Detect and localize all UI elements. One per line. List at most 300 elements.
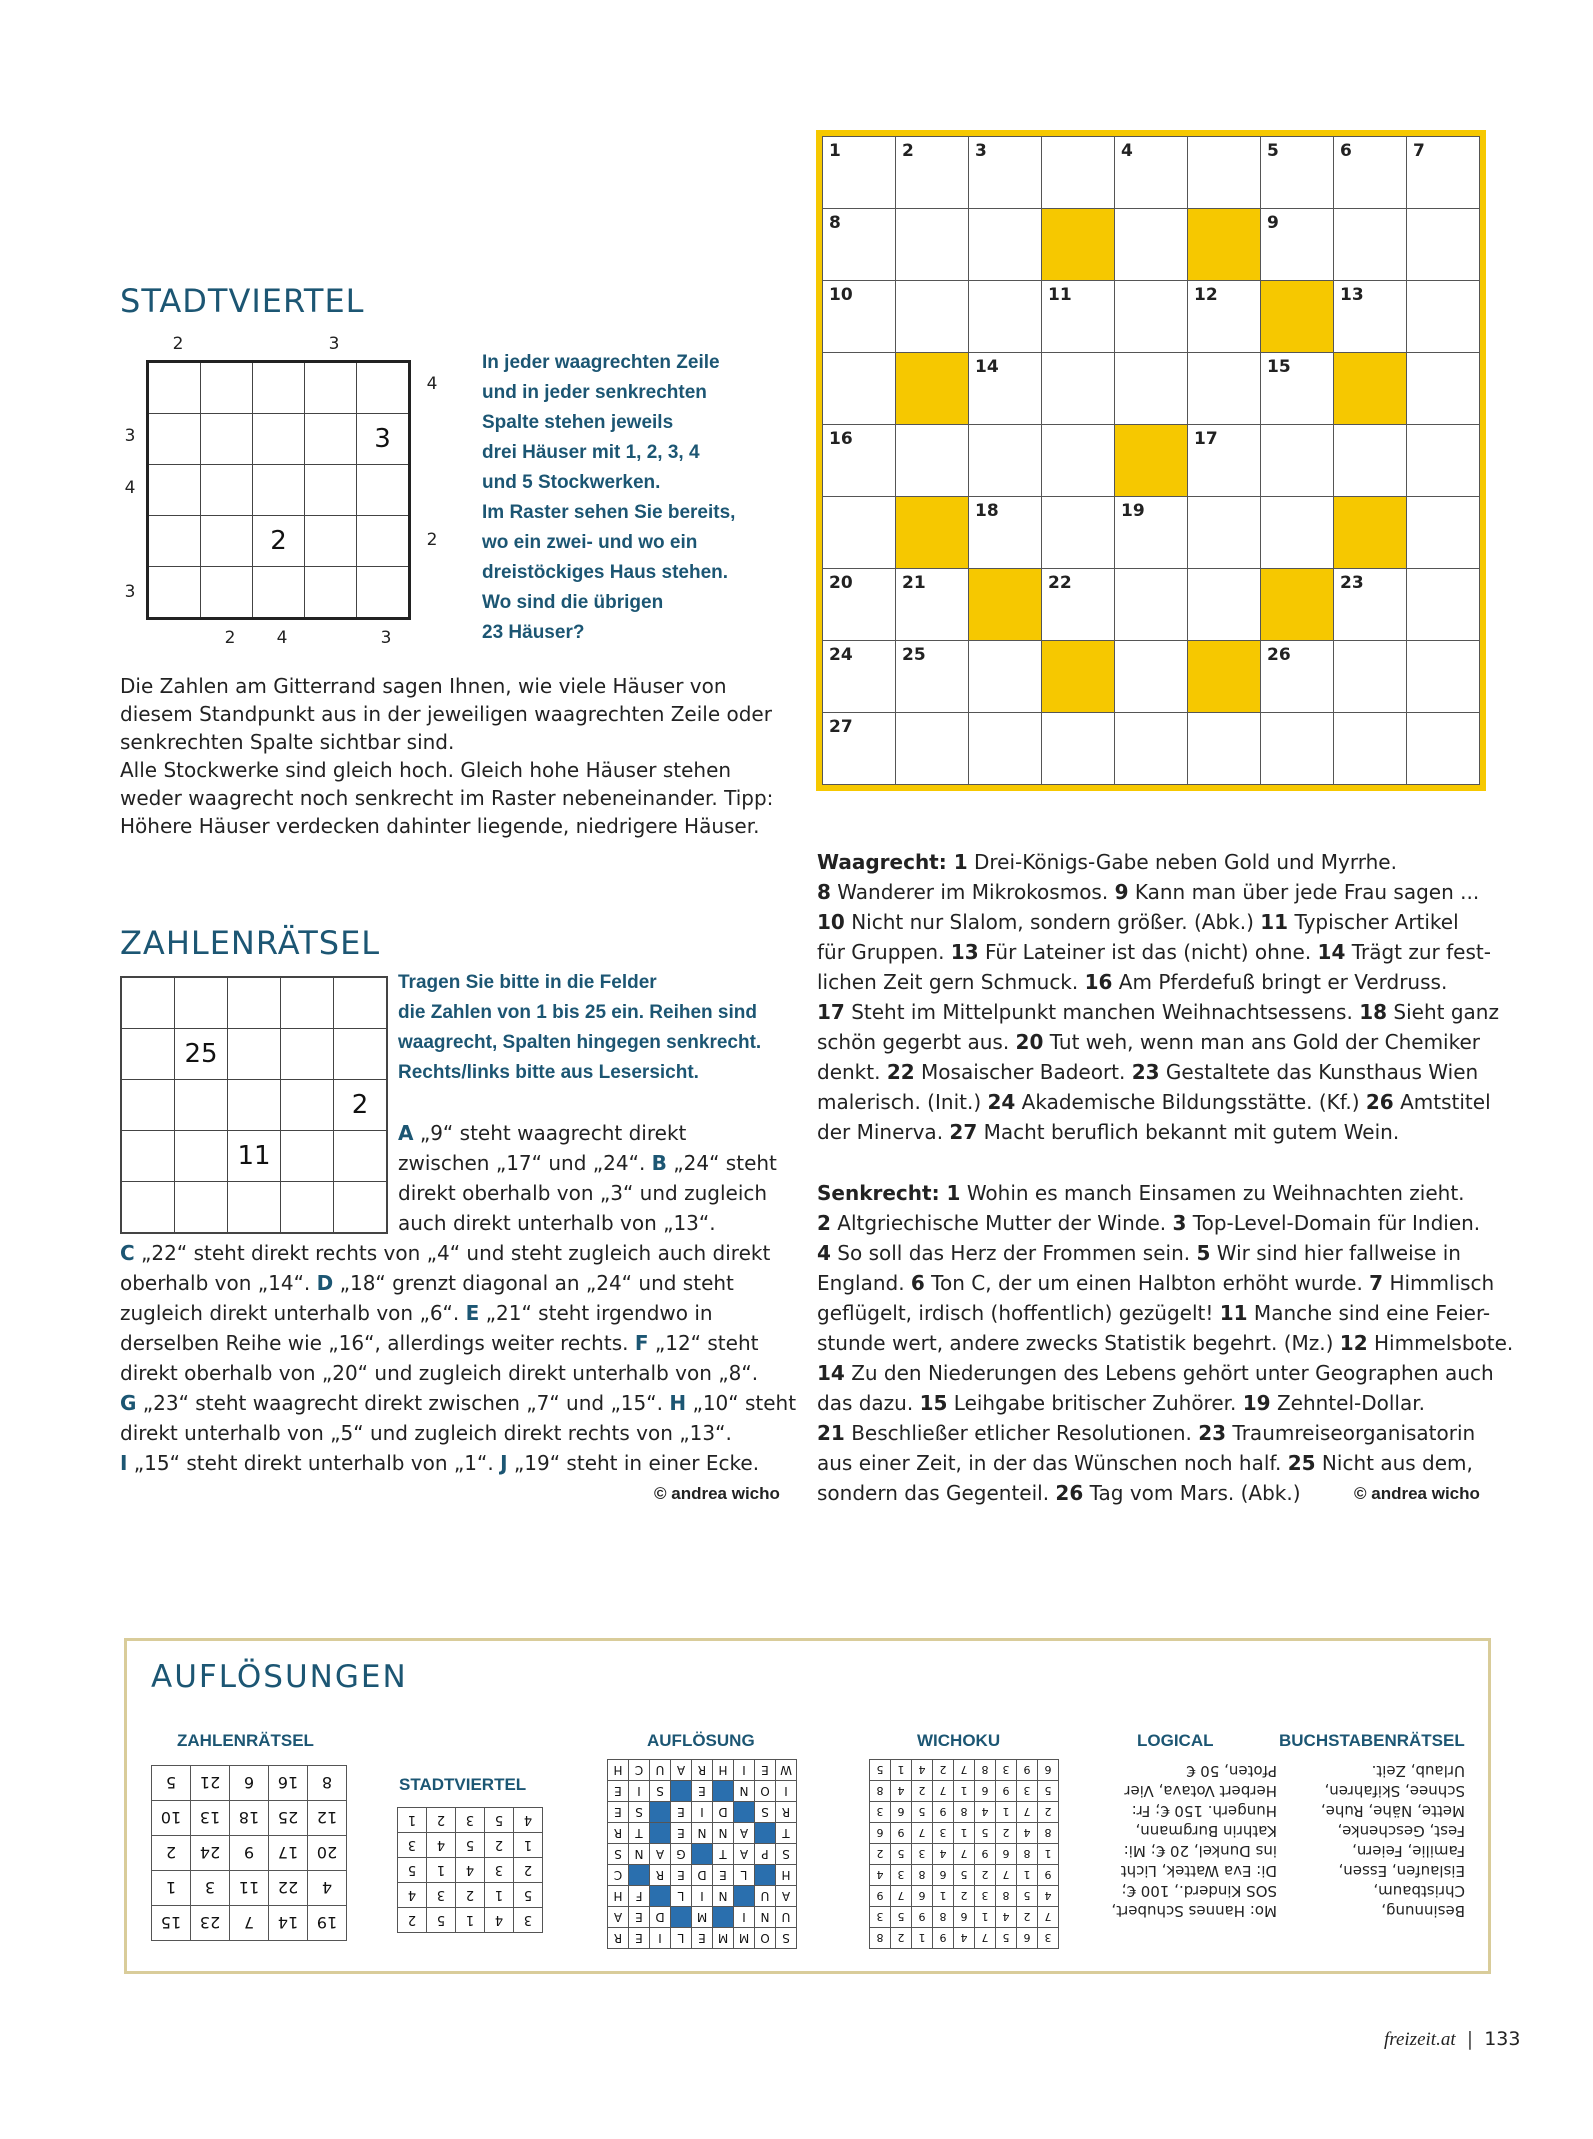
solution-aufloesung-cell: A	[734, 1844, 755, 1865]
across-clue-line-text: Gestaltete das Kunsthaus Wien	[1159, 1060, 1479, 1084]
across-clue-line-number: 17	[817, 1000, 845, 1024]
zahlenraetsel-credit: © andrea wicho	[654, 1484, 780, 1503]
stadtviertel-cell	[357, 362, 410, 414]
across-clue-line-text: Trägt zur fest-	[1345, 940, 1491, 964]
solution-wichoku-row	[870, 1823, 1059, 1844]
solutions-wichoku-header: WICHOKU	[917, 1731, 1001, 1750]
crossword-cell	[1115, 569, 1188, 641]
solution-wichoku-cell: 1	[1038, 1844, 1059, 1865]
across-clue-line-text: Akademische Bildungsstätte. (Kf.)	[1015, 1090, 1366, 1114]
solution-wichoku-cell: 8	[954, 1802, 975, 1823]
solution-wichoku-cell: 1	[954, 1823, 975, 1844]
across-clue-line-text: Nicht nur Slalom, sondern größer. (Abk.)	[844, 910, 1261, 934]
solutions-logical-header: LOGICAL	[1137, 1731, 1214, 1750]
solution-wichoku-cell: 8	[933, 1907, 954, 1928]
crossword-number: 20	[829, 573, 853, 593]
solution-wichoku-cell: 1	[954, 1781, 975, 1802]
zahlenraetsel-cell	[281, 977, 334, 1029]
across-clue-line	[817, 1057, 1497, 1087]
down-clue-line-text: Top-Level-Domain für Indien.	[1186, 1211, 1481, 1235]
solution-aufloesung-cell: E	[713, 1865, 734, 1886]
solution-zahlen-cell: 7	[230, 1906, 269, 1941]
zahlenraetsel-clue-line-text: „22“ steht direkt rechts von „4“ und steht zugleich auch direkt	[134, 1241, 771, 1265]
down-clue-line-text: Ton C, der um einen Halbton erhöht wurde.	[924, 1271, 1370, 1295]
stadtviertel-row	[148, 567, 410, 619]
zahlenraetsel-cell	[175, 1080, 228, 1131]
solution-wichoku-cell: 8	[975, 1760, 996, 1781]
solution-aufloesung-cell: H	[608, 1760, 629, 1781]
stadtviertel-cell	[201, 414, 253, 465]
zahlenraetsel-cell	[228, 977, 281, 1029]
crossword-number: 13	[1340, 285, 1364, 305]
solution-aufloesung-cell: A	[776, 1886, 797, 1907]
stadtviertel-grid	[146, 360, 411, 620]
solution-zahlen-row	[152, 1836, 347, 1871]
crossword-row	[823, 569, 1480, 641]
solution-aufloesung-cell: A	[608, 1907, 629, 1928]
stadtviertel-cell	[201, 362, 253, 414]
crossword-block	[1334, 353, 1407, 425]
stadtviertel-right-clue: 4	[426, 374, 438, 394]
crossword-cell	[1042, 569, 1115, 641]
zahlenraetsel-row	[121, 977, 387, 1029]
down-clue-line-text: Leihgabe britischer Zuhörer.	[947, 1391, 1243, 1415]
solution-wichoku-cell: 1	[912, 1928, 933, 1949]
solution-wichoku-row	[870, 1760, 1059, 1781]
solution-aufloesung-cell: E	[692, 1928, 713, 1949]
solution-wichoku-cell: 2	[912, 1781, 933, 1802]
across-clue-line-number: 27	[949, 1120, 978, 1144]
crossword-number: 26	[1267, 645, 1291, 665]
solution-stadt-cell: 2	[514, 1858, 543, 1883]
solution-aufloesung-cell: F	[629, 1886, 650, 1907]
solution-zahlen-row	[152, 1906, 347, 1941]
solution-aufloesung-cell: U	[650, 1760, 671, 1781]
solution-zahlen-cell: 20	[308, 1836, 347, 1871]
solution-aufloesung-cell: I	[650, 1928, 671, 1949]
solution-wichoku-cell: 6	[870, 1823, 891, 1844]
solution-aufloesung-cell	[671, 1781, 692, 1802]
solution-wichoku-cell: 8	[1017, 1844, 1038, 1865]
solution-zahlen-cell: 18	[230, 1801, 269, 1836]
solution-zahlen-cell: 11	[230, 1871, 269, 1906]
crossword-block	[896, 353, 969, 425]
across-clue-line-text: Macht beruflich bekannt mit gutem Wein.	[977, 1120, 1400, 1144]
solution-stadt-cell: 4	[398, 1883, 427, 1908]
solution-aufloesung-cell: I	[629, 1781, 650, 1802]
stadtviertel-cell	[201, 516, 253, 567]
solution-wichoku-cell: 3	[1038, 1928, 1059, 1949]
solution-aufloesung-row	[608, 1844, 797, 1865]
crossword-cell	[823, 425, 896, 497]
solution-aufloesung-cell: T	[713, 1844, 734, 1865]
crossword-cell	[1261, 641, 1334, 713]
zahlenraetsel-clue-line-text: „23“ steht waagrecht direkt zwischen „7“ und „15“.	[136, 1391, 670, 1415]
down-clue-line-number: Senkrecht: 1	[817, 1181, 961, 1205]
stadtviertel-cell	[253, 567, 305, 619]
down-clue-line-text: das dazu.	[817, 1391, 920, 1415]
crossword-credit: © andrea wicho	[1354, 1484, 1480, 1503]
solution-aufloesung-row	[608, 1781, 797, 1802]
crossword-cell	[1334, 281, 1407, 353]
solution-wichoku-cell: 3	[891, 1865, 912, 1886]
crossword-grid	[822, 136, 1480, 785]
down-clue-line-text: Zehntel-Dollar.	[1270, 1391, 1425, 1415]
solution-aufloesung-cell: N	[755, 1907, 776, 1928]
solutions-stadt-header: STADTVIERTEL	[399, 1775, 527, 1794]
zahlenraetsel-instruction-line: die Zahlen von 1 bis 25 ein. Reihen sind	[398, 1002, 757, 1023]
solution-aufloesung-cell: E	[671, 1802, 692, 1823]
solution-aufloesung-cell: D	[713, 1802, 734, 1823]
solution-zahlen-cell: 10	[152, 1801, 191, 1836]
stadtviertel-body-line: diesem Standpunkt aus in der jeweiligen waagrechten Zeile oder	[120, 702, 772, 726]
solution-wichoku-cell: 1	[996, 1802, 1017, 1823]
zahlenraetsel-clue-line	[120, 1448, 810, 1478]
stadtviertel-cell	[305, 362, 357, 414]
crossword-cell	[896, 425, 969, 497]
solution-wichoku-cell: 6	[996, 1844, 1017, 1865]
solution-wichoku-cell: 3	[870, 1907, 891, 1928]
crossword-number: 2	[902, 141, 914, 161]
crossword-cell	[1261, 137, 1334, 209]
stadtviertel-body-line: Alle Stockwerke sind gleich hoch. Gleich hohe Häuser stehen	[120, 758, 732, 782]
across-clue-line-number: Waagrecht: 1	[817, 850, 968, 874]
solution-aufloesung-cell: H	[713, 1760, 734, 1781]
solution-aufloesung-cell: T	[629, 1823, 650, 1844]
solution-aufloesung-row	[608, 1823, 797, 1844]
solution-aufloesung-cell: N	[734, 1781, 755, 1802]
solution-aufloesung-cell	[650, 1823, 671, 1844]
crossword-cell	[1115, 209, 1188, 281]
stadtviertel-body-line: Die Zahlen am Gitterrand sagen Ihnen, wie viele Häuser von	[120, 674, 727, 698]
solution-aufloesung-cell: I	[692, 1802, 713, 1823]
down-clue-line-number: 14	[817, 1361, 845, 1385]
solution-aufloesung-cell: I	[692, 1886, 713, 1907]
stadtviertel-right-clue: 2	[426, 530, 438, 550]
solution-aufloesung-cell: N	[713, 1886, 734, 1907]
crossword-block	[1042, 641, 1115, 713]
solution-stadt-cell: 5	[485, 1808, 514, 1833]
solution-wichoku-row	[870, 1802, 1059, 1823]
stadtviertel-cell	[148, 465, 201, 516]
solution-wichoku-cell: 8	[1038, 1823, 1059, 1844]
stadtviertel-cell	[201, 465, 253, 516]
stadtviertel-cell	[253, 362, 305, 414]
solution-aufloesung-cell: M	[692, 1907, 713, 1928]
down-clue-line	[817, 1238, 1497, 1268]
solution-zahlen-cell: 16	[269, 1766, 308, 1801]
zahlenraetsel-cell: 11	[228, 1131, 281, 1182]
solution-wichoku-row	[870, 1844, 1059, 1865]
zahlenraetsel-cell	[121, 1131, 175, 1182]
solution-wichoku-cell: 5	[891, 1907, 912, 1928]
zahlenraetsel-clue-line-bold: I	[120, 1451, 128, 1475]
zahlenraetsel-clue-line	[120, 1298, 810, 1328]
down-clue-line-text: Wohin es manch Einsamen zu Weihnachten zieht.	[960, 1181, 1465, 1205]
zahlenraetsel-instruction-line: Tragen Sie bitte in die Felder	[398, 972, 657, 993]
zahlenraetsel-instructions	[398, 968, 798, 1088]
solution-aufloesung-cell: M	[734, 1928, 755, 1949]
across-clue-line	[817, 997, 1497, 1027]
stadtviertel-row	[148, 516, 410, 567]
down-clue-line-text: England.	[817, 1271, 911, 1295]
solution-aufloesung-cell	[629, 1865, 650, 1886]
zahlenraetsel-clue-line	[398, 1208, 798, 1238]
crossword-number: 4	[1121, 141, 1133, 161]
solution-aufloesung-cell: R	[608, 1928, 629, 1949]
solution-aufloesung-cell: N	[629, 1844, 650, 1865]
stadtviertel-top-clues	[146, 334, 416, 358]
solution-wichoku-cell: 4	[1038, 1886, 1059, 1907]
solution-wichoku-cell: 4	[870, 1865, 891, 1886]
crossword-row	[823, 497, 1480, 569]
across-clue-line	[817, 937, 1497, 967]
crossword-cell	[1188, 353, 1261, 425]
across-clue-line-text: Mosaischer Badeort.	[914, 1060, 1132, 1084]
solution-wichoku-cell: 9	[912, 1907, 933, 1928]
solution-aufloesung-cell: A	[734, 1823, 755, 1844]
solution-aufloesung-cell: W	[776, 1760, 797, 1781]
solution-stadt-cell: 1	[514, 1833, 543, 1858]
crossword-cell	[1115, 497, 1188, 569]
crossword-number: 12	[1194, 285, 1218, 305]
zahlenraetsel-cell	[228, 1182, 281, 1234]
stadtviertel-left-clue: 3	[124, 426, 136, 446]
solution-stadt-cell: 4	[514, 1808, 543, 1833]
solution-aufloesung-cell	[755, 1823, 776, 1844]
solution-aufloesung-cell: S	[776, 1928, 797, 1949]
solution-wichoku-cell: 2	[996, 1823, 1017, 1844]
down-clue-line-number: 19	[1242, 1391, 1271, 1415]
crossword-row	[823, 209, 1480, 281]
solution-wichoku-cell: 1	[933, 1886, 954, 1907]
zahlenraetsel-clue-line	[120, 1388, 810, 1418]
across-clue-line-number: 20	[1015, 1030, 1044, 1054]
stadtviertel-cell	[253, 414, 305, 465]
zahlenraetsel-clue-line-bold: B	[651, 1151, 667, 1175]
zahlenraetsel-clue-line-bold: C	[120, 1241, 135, 1265]
zahlenraetsel-clue-line-text: direkt unterhalb von „5“ und zugleich direkt rechts von „13“.	[120, 1421, 732, 1445]
crossword-row	[823, 641, 1480, 713]
solution-zahlen-cell: 5	[152, 1766, 191, 1801]
crossword-cell	[969, 209, 1042, 281]
solution-wichoku-cell: 3	[912, 1844, 933, 1865]
down-clue-line-number: 4	[817, 1241, 831, 1265]
stadtviertel-row	[148, 465, 410, 516]
crossword-cell	[969, 641, 1042, 713]
crossword-number: 1	[829, 141, 841, 161]
solution-stadt-cell: 2	[485, 1833, 514, 1858]
solution-wichoku-cell: 9	[1017, 1760, 1038, 1781]
solutions-box	[124, 1638, 1491, 1974]
solution-zahlen-cell: 9	[230, 1836, 269, 1871]
crossword-cell	[896, 641, 969, 713]
zahlenraetsel-cell	[334, 1182, 388, 1234]
crossword-cell	[1261, 497, 1334, 569]
solution-zahlen-cell: 3	[191, 1871, 230, 1906]
solution-wichoku-cell: 9	[996, 1781, 1017, 1802]
solution-wichoku-cell: 8	[870, 1928, 891, 1949]
solution-aufloesung-cell: S	[629, 1802, 650, 1823]
solution-stadt-cell: 1	[485, 1883, 514, 1908]
crossword-row	[823, 281, 1480, 353]
across-clue-line-text: lichen Zeit gern Schmuck.	[817, 970, 1085, 994]
solution-aufloesung-cell: E	[608, 1802, 629, 1823]
solution-wichoku-cell: 8	[912, 1865, 933, 1886]
stadtviertel-row	[148, 362, 410, 414]
stadtviertel-instruction-line: drei Häuser mit 1, 2, 3, 4	[482, 442, 700, 463]
zahlenraetsel-row	[121, 1131, 387, 1182]
solution-wichoku-cell: 9	[933, 1928, 954, 1949]
solutions-buchstaben-header: BUCHSTABENRÄTSEL	[1279, 1731, 1465, 1750]
solution-wichoku-cell: 2	[870, 1844, 891, 1865]
solution-aufloesung-cell: N	[692, 1823, 713, 1844]
solution-stadt-row	[398, 1808, 543, 1833]
down-clue-line-text: Wir sind hier fallweise in	[1210, 1241, 1461, 1265]
zahlenraetsel-cell: 2	[334, 1080, 388, 1131]
solution-wichoku-cell: 6	[975, 1781, 996, 1802]
crossword-cell	[1042, 281, 1115, 353]
stadtviertel-bottom-clue: 4	[276, 628, 288, 648]
crossword-cell	[969, 713, 1042, 785]
across-clue-line-text: Typischer Artikel	[1288, 910, 1459, 934]
solution-wichoku-cell: 9	[933, 1802, 954, 1823]
solution-wichoku-cell: 3	[975, 1886, 996, 1907]
across-clue-line-number: 24	[987, 1090, 1016, 1114]
down-clue-line-text: Tag vom Mars. (Abk.)	[1083, 1481, 1301, 1505]
zahlenraetsel-clue-line-text: zwischen „17“ und „24“.	[398, 1151, 652, 1175]
zahlenraetsel-clue-line	[398, 1148, 798, 1178]
page-footer	[1384, 2028, 1520, 2051]
stadtviertel-body-line: weder waagrecht noch senkrecht im Raster nebeneinander. Tipp:	[120, 786, 774, 810]
zahlenraetsel-cell	[334, 977, 388, 1029]
solution-zahlen-cell: 21	[191, 1766, 230, 1801]
solution-aufloesung-cell: E	[671, 1823, 692, 1844]
zahlenraetsel-clue-line-text: derselben Reihe wie „16“, allerdings weiter rechts.	[120, 1331, 635, 1355]
solution-aufloesung-cell: R	[776, 1802, 797, 1823]
down-clue-line	[817, 1298, 1497, 1328]
crossword-cell	[823, 137, 896, 209]
crossword-cell	[1407, 497, 1480, 569]
stadtviertel-right-clues	[420, 360, 444, 625]
solution-zahlen-cell: 8	[308, 1766, 347, 1801]
stadtviertel-top-clue: 3	[328, 334, 340, 354]
crossword-cell	[896, 281, 969, 353]
solution-wichoku-cell: 7	[933, 1781, 954, 1802]
solution-wichoku-row	[870, 1886, 1059, 1907]
across-clue-line-number: 13	[950, 940, 979, 964]
crossword-number: 25	[902, 645, 926, 665]
solution-stadt-cell: 5	[514, 1883, 543, 1908]
solution-stadt-cell: 3	[427, 1883, 456, 1908]
zahlenraetsel-cell	[334, 1029, 388, 1080]
zahlenraetsel-clue-line-text: „18“ grenzt diagonal an „24“ und steht	[333, 1271, 734, 1295]
solution-stadt-cell: 4	[485, 1908, 514, 1933]
solution-wichoku-cell: 5	[870, 1760, 891, 1781]
solution-stadt-cell: 5	[398, 1858, 427, 1883]
solution-stadt-row	[398, 1908, 543, 1933]
stadtviertel-left-clue: 4	[124, 478, 136, 498]
crossword-row	[823, 353, 1480, 425]
zahlenraetsel-cell	[281, 1131, 334, 1182]
stadtviertel-title: STADTVIERTEL	[120, 282, 365, 320]
solution-logical-text: Mo: Hannes Schubert, SOS Kinderd., 100 €; Di: Eva Wattek, Licht ins Dunkel, 20 €; Mi: Kathrin Burgmann, Hungerh. 150 €; Fr: Herbert Votava, Vier Pfoten, 50 €	[1111, 1762, 1277, 1920]
stadtviertel-cell	[357, 516, 410, 567]
zahlenraetsel-cell: 25	[175, 1029, 228, 1080]
solution-aufloesung-cell: I	[776, 1781, 797, 1802]
solution-aufloesung-cell: D	[650, 1907, 671, 1928]
solution-aufloesung-cell: H	[608, 1886, 629, 1907]
solution-wichoku-cell: 4	[912, 1760, 933, 1781]
solution-wichoku-cell: 9	[891, 1823, 912, 1844]
solution-zahlen-cell: 12	[308, 1801, 347, 1836]
crossword-number: 8	[829, 213, 841, 233]
solution-aufloesung-cell	[734, 1802, 755, 1823]
crossword-cell	[1334, 569, 1407, 641]
down-clue-line-number: 26	[1055, 1481, 1084, 1505]
solution-wichoku-cell: 2	[933, 1760, 954, 1781]
solution-zahlen-row	[152, 1801, 347, 1836]
stadtviertel-instruction-line: In jeder waagrechten Zeile	[482, 352, 720, 373]
crossword-clues-down	[817, 1178, 1514, 1508]
down-clue-line-text: Nicht aus dem,	[1315, 1451, 1473, 1475]
crossword-cell	[1115, 641, 1188, 713]
solution-wichoku-cell: 3	[870, 1802, 891, 1823]
down-clue-line-text: aus einer Zeit, in der das Wünschen noch half.	[817, 1451, 1288, 1475]
down-clue-line	[817, 1268, 1497, 1298]
stadtviertel-top-clue: 2	[172, 334, 184, 354]
crossword-cell	[1188, 497, 1261, 569]
crossword-number: 7	[1413, 141, 1425, 161]
solution-aufloesung-cell: T	[776, 1823, 797, 1844]
across-clue-line-number: 23	[1131, 1060, 1160, 1084]
crossword-cell	[969, 425, 1042, 497]
zahlenraetsel-clue-line-text: „12“ steht	[648, 1331, 759, 1355]
solution-aufloesung-cell	[650, 1886, 671, 1907]
crossword-block	[1261, 281, 1334, 353]
zahlenraetsel-clue-line-text: „19“ steht in einer Ecke.	[507, 1451, 760, 1475]
across-clue-line-text: Tut weh, wenn man ans Gold der Chemiker	[1043, 1030, 1481, 1054]
solution-wichoku-cell: 6	[954, 1907, 975, 1928]
across-clue-line-text: für Gruppen.	[817, 940, 951, 964]
crossword-block	[896, 497, 969, 569]
across-clue-line	[817, 877, 1497, 907]
solution-wichoku-cell: 7	[975, 1928, 996, 1949]
solution-wichoku-cell: 5	[1038, 1781, 1059, 1802]
crossword-number: 10	[829, 285, 853, 305]
crossword-row	[823, 425, 1480, 497]
solution-wichoku-cell: 4	[1017, 1823, 1038, 1844]
across-clue-line	[817, 1087, 1497, 1117]
across-clue-line-text: denkt.	[817, 1060, 887, 1084]
crossword-block	[969, 569, 1042, 641]
crossword-number: 21	[902, 573, 926, 593]
crossword-cell	[1188, 137, 1261, 209]
zahlenraetsel-cell	[175, 977, 228, 1029]
solution-aufloesung-row	[608, 1865, 797, 1886]
stadtviertel-cell	[305, 414, 357, 465]
crossword-number: 22	[1048, 573, 1072, 593]
solution-wichoku-row	[870, 1865, 1059, 1886]
solution-zahlen-grid	[151, 1765, 347, 1941]
down-clue-line-number: 3	[1172, 1211, 1187, 1235]
crossword-cell	[823, 353, 896, 425]
stadtviertel-left-clues	[118, 360, 142, 625]
solution-wichoku-cell: 7	[954, 1760, 975, 1781]
down-clue-line-text: Beschließer etlicher Resolutionen.	[844, 1421, 1199, 1445]
down-clue-line-number: 7	[1369, 1271, 1384, 1295]
crossword-cell	[969, 137, 1042, 209]
